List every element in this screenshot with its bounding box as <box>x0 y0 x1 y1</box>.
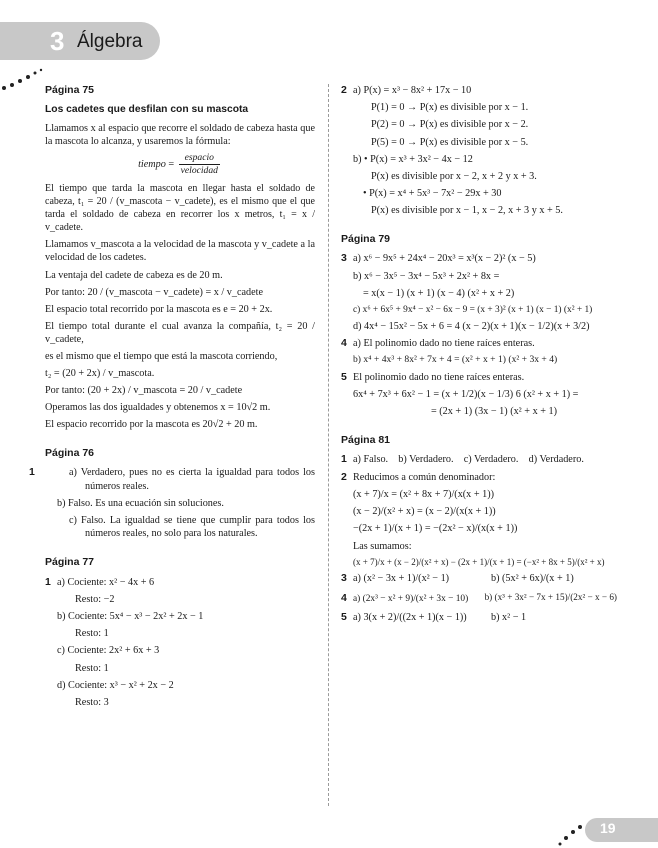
section-title-p79: Página 79 <box>341 232 391 245</box>
exercise-item: c) Falso. La igualdad se tiene que cumplir para todos los números reales, no solo para los naturales. <box>69 514 315 540</box>
paragraph: Por tanto: 20 / (v_mascota − v_cadete) = x / v_cadete <box>45 286 264 298</box>
exercise-line: P(x) es divisible por x − 2, x + 2 y x + 3. <box>371 170 537 182</box>
exercise-line: b) • P(x) = x³ + 3x² − 4x − 12 <box>353 153 473 165</box>
page-number: 19 <box>600 820 616 836</box>
chapter-number: 3 <box>50 26 65 56</box>
exercise-line: = (2x + 1) (3x − 1) (x² + x + 1) <box>431 406 557 417</box>
exercise-line: −(2x + 1)/(x + 1) = −(2x² − x)/(x(x + 1)) <box>353 523 518 535</box>
exercise-line: 6x⁴ + 7x³ + 6x² − 1 = (x + 1/2)(x − 1/3) 6 (x² + x + 1) = <box>353 388 579 400</box>
exercise-line: (x + 7)/x + (x − 2)/(x² + x) − (2x + 1)/(x + 1) = (−x² + 8x + 5)/(x² + x) <box>353 556 605 567</box>
exercise-line: Las sumamos: <box>353 540 412 552</box>
exercise-item: 1 a) Falso. b) Verdadero. c) Verdadero. d) Verdadero. <box>341 453 584 466</box>
exercise-number: 5 <box>341 610 347 623</box>
problem-title: Los cadetes que desfilan con su mascota <box>45 104 249 116</box>
formula-time: tiempo = $\frac{\text{espacio}}{\text{velocidad}}$ <box>138 151 218 176</box>
exercise-line: b) x⁴ + 4x³ + 8x² + 7x + 4 = (x² + x + 1) (x² + 3x + 4) <box>353 354 558 366</box>
paragraph: Por tanto: (20 + 2x) / v_mascota = 20 / v_cadete <box>45 384 243 396</box>
column-divider <box>328 84 329 806</box>
remainder: Resto: 1 <box>75 662 109 674</box>
exercise-item: b) Falso. Es una ecuación sin soluciones. <box>57 497 224 509</box>
paragraph: es el mismo que el tiempo que está la mascota corriendo, <box>45 350 278 362</box>
exercise-line: (x − 2)/(x² + x) = (x − 2)/(x(x + 1)) <box>353 506 496 518</box>
decorative-dots-icon <box>556 822 586 848</box>
exercise-item: 5 El polinomio dado no tiene raíces enteras. <box>341 370 525 383</box>
section-title-p81: Página 81 <box>341 434 391 447</box>
exercise-number: 3 <box>341 572 347 585</box>
section-title-p76: Página 76 <box>45 446 95 459</box>
exercise-item: 5 a) 3(x + 2)/((2x + 1)(x − 1)) b) x² − 1 <box>341 610 527 623</box>
exercise-item: c) Cociente: 2x² + 6x + 3 <box>57 645 160 657</box>
remainder: Resto: −2 <box>75 594 115 606</box>
exercise-item: 4 a) (2x³ − x² + 9)/(x² + 3x − 10) b) (x³ + 3x² − 7x + 15)/(2x² − x − 6) <box>341 591 617 604</box>
exercise-line: (x + 7)/x = (x² + 8x + 7)/(x(x + 1)) <box>353 489 494 501</box>
exercise-number: 4 <box>341 591 347 604</box>
right-column <box>341 84 617 630</box>
exercise-number: 1 <box>341 453 347 466</box>
remainder: Resto: 1 <box>75 628 109 640</box>
exercise-item: d) Cociente: x³ − x² + 2x − 2 <box>57 679 174 691</box>
exercise-line: P(5) = 0 → P(x) es divisible por x − 5. <box>371 136 529 148</box>
paragraph: t₂ = (20 + 2x) / v_mascota. <box>45 367 155 379</box>
exercise-item: 3 a) (x² − 3x + 1)/(x² − 1) b) (5x² + 6x)/(x + 1) <box>341 572 574 585</box>
exercise-item: 4 a) El polinomio dado no tiene raíces enteras. <box>341 336 535 349</box>
section-title-p77: Página 77 <box>45 556 95 569</box>
left-column <box>29 84 315 713</box>
exercise-item: b) Cociente: 5x⁴ − x³ − 2x² + 2x − 1 <box>57 611 204 623</box>
exercise-number: 2 <box>341 470 347 483</box>
exercise-item: 2 Reducimos a común denominador: <box>341 470 496 483</box>
paragraph: Llamamos v_mascota a la velocidad de la mascota y v_cadete a la velocidad de los cadetes. <box>45 239 315 264</box>
paragraph: Operamos las dos igualdades y obtenemos x = 10√2 m. <box>45 401 271 413</box>
exercise-number: 4 <box>341 336 347 349</box>
paragraph: El tiempo que tarda la mascota en llegar hasta el soldado de cabeza, t₁ = 20 / (v_mascota − v_cadete), es el mismo que el que tarda el soldado de cabeza en recorrer los x metros, t₁ = x / v_cadete. <box>45 183 315 233</box>
exercise-item: 2 a) P(x) = x³ − 8x² + 17x − 10 <box>341 84 472 96</box>
page-number-tab <box>585 818 658 842</box>
exercise-number: 5 <box>341 370 347 383</box>
exercise-line: b) x⁶ − 3x⁵ − 3x⁴ − 5x³ + 2x² + 8x = <box>353 270 500 282</box>
exercise-line: • P(x) = x⁴ + 5x³ − 7x² − 29x + 30 <box>363 187 502 199</box>
exercise-line: = x(x − 1) (x + 1) (x − 4) (x² + x + 2) <box>363 287 515 299</box>
exercise-item: 3 a) x⁶ − 9x⁵ + 24x⁴ − 20x³ = x³(x − 2)² (x − 5) <box>341 252 536 265</box>
exercise-item: 1 a) Cociente: x² − 4x + 6 <box>45 575 155 588</box>
exercise-line: d) 4x⁴ − 15x² − 5x + 6 = 4 (x − 2)(x + 1)(x − 1/2)(x + 3/2) <box>353 320 590 332</box>
chapter-title: Álgebra <box>77 31 143 52</box>
paragraph: El tiempo total durante el cual avanza la compañía, t₂ = 20 / v_cadete, <box>45 320 315 345</box>
exercise-number: 1 <box>29 466 35 479</box>
exercise-number: 3 <box>341 252 347 265</box>
paragraph: El espacio total recorrido por la mascota es e = 20 + 2x. <box>45 303 273 315</box>
exercise-number: 2 <box>341 84 347 96</box>
exercise-line: P(1) = 0 → P(x) es divisible por x − 1. <box>371 102 529 114</box>
paragraph: Llamamos x al espacio que recorre el soldado de cabeza hasta que la mascota lo alcanza, y usaremos la fórmula: <box>45 122 315 147</box>
section-title-p75: Página 75 <box>45 84 95 96</box>
remainder: Resto: 3 <box>75 696 109 708</box>
decorative-dots-icon <box>0 66 46 94</box>
paragraph: El espacio recorrido por la mascota es 20√2 + 20 m. <box>45 418 258 430</box>
exercise-item: 1 a) Verdadero, pues no es cierta la igualdad para todos los números reales. <box>29 466 315 492</box>
exercise-line: P(2) = 0 → P(x) es divisible por x − 2. <box>371 119 529 131</box>
exercise-line: P(x) es divisible por x − 1, x − 2, x + 3 y x + 5. <box>371 204 563 216</box>
paragraph: La ventaja del cadete de cabeza es de 20 m. <box>45 269 223 281</box>
exercise-line: c) x⁶ + 6x⁵ + 9x⁴ − x² − 6x − 9 = (x + 3)² (x + 1) (x − 1) (x² + 1) <box>353 304 593 315</box>
exercise-number: 1 <box>45 575 51 588</box>
